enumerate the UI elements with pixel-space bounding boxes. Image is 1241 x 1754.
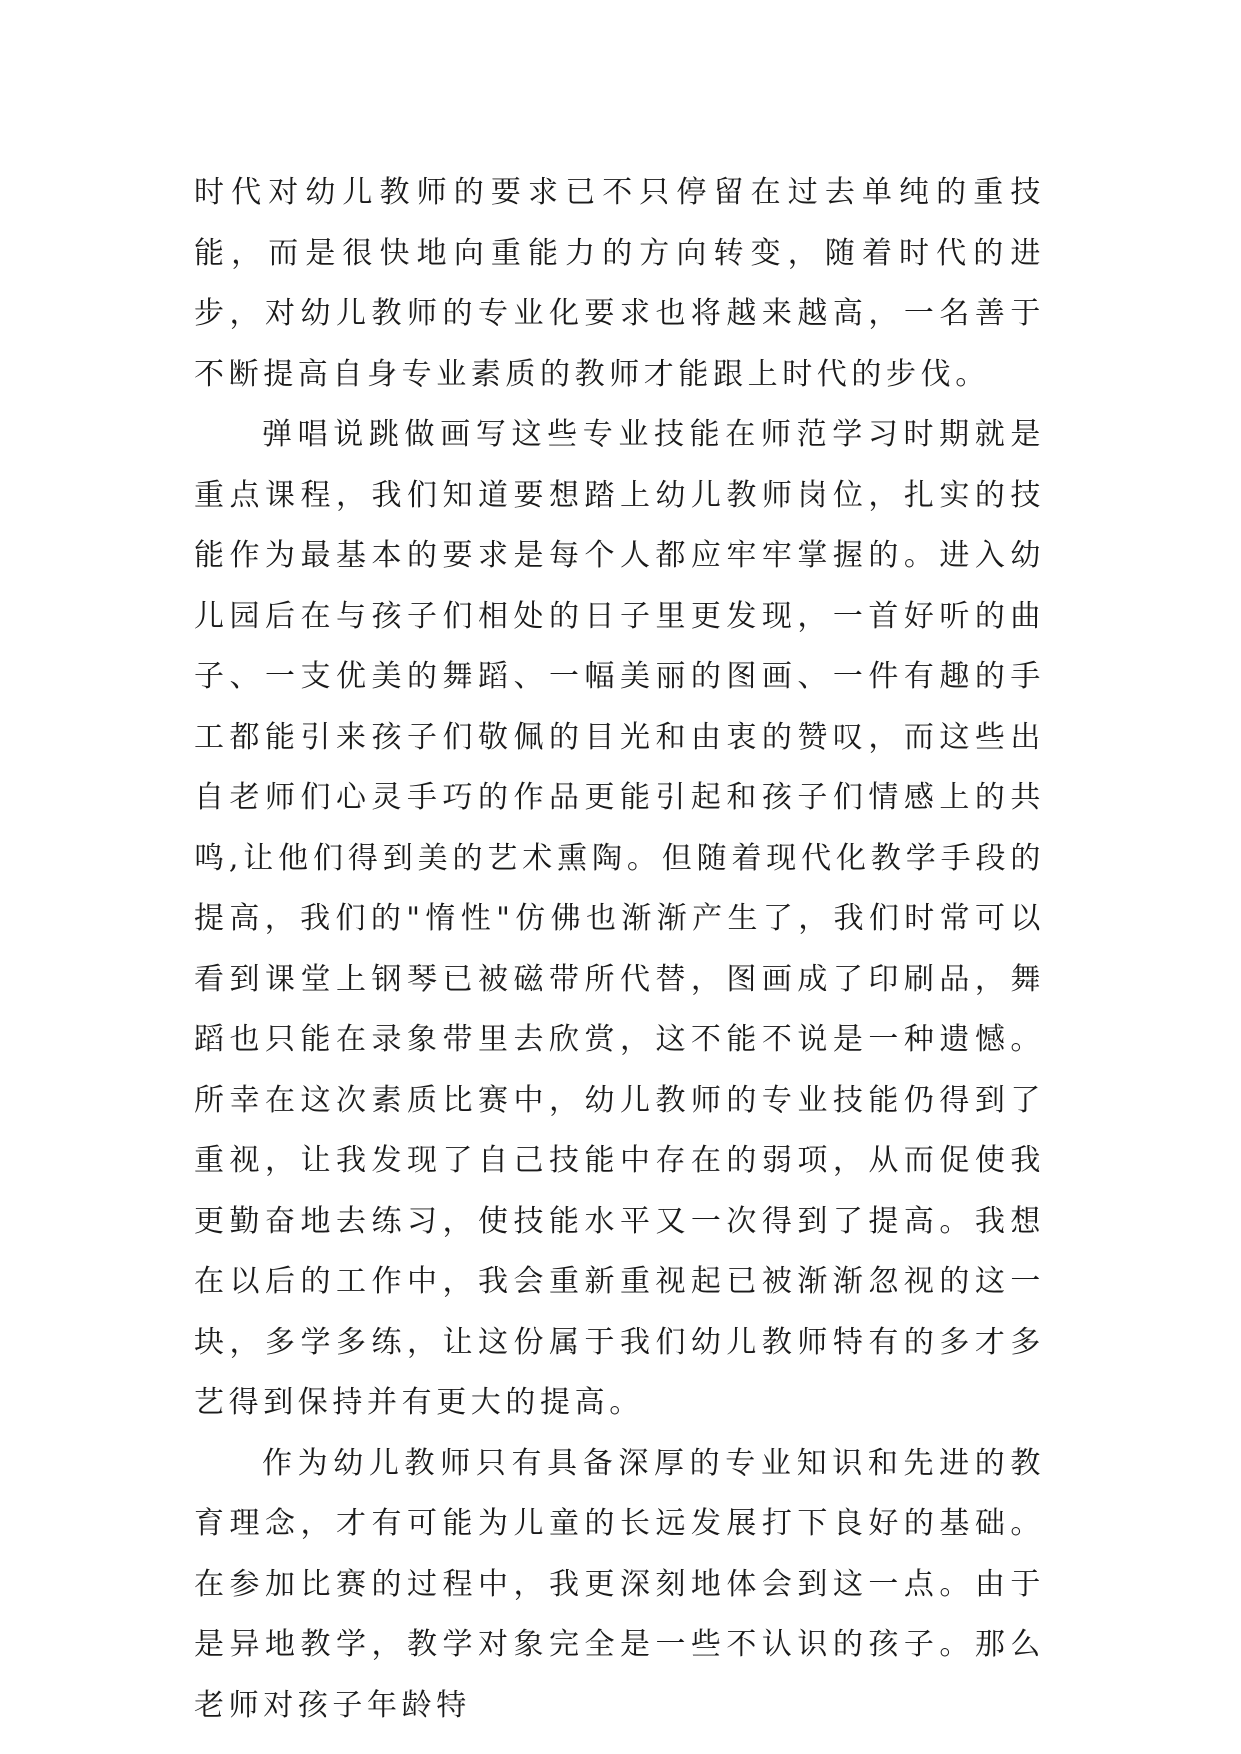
paragraph-2: 弹唱说跳做画写这些专业技能在师范学习时期就是重点课程，我们知道要想踏上幼儿教师岗位，扎实的技能作为最基本的要求是每个人都应牢牢掌握的。进入幼儿园后在与孩子们相处的日子里更发现，一首好听的曲子、一支优美的舞蹈、一幅美丽的图画、一件有趣的手工都能引来孩子们敬佩的目光和由衷的赞叹，而这些出自老师们心灵手巧的作品更能引起和孩子们情感上的共鸣,让他们得到美的艺术熏陶。但随着现代化教学手段的提高，我们的"惰性"仿佛也渐渐产生了，我们时常可以看到课堂上钢琴已被磁带所代替，图画成了印刷品，舞蹈也只能在录象带里去欣赏，这不能不说是一种遗憾。所幸在这次素质比赛中，幼儿教师的专业技能仍得到了重视，让我发现了自己技能中存在的弱项，从而促使我更勤奋地去练习，使技能水平又一次得到了提高。我想在以后的工作中，我会重新重视起已被渐渐忽视的这一块，多学多练，让这份属于我们幼儿教师特有的多才多艺得到保持并有更大的提高。 [194,417,1045,1420]
document-body [194,163,1045,1736]
paragraph-3: 作为幼儿教师只有具备深厚的专业知识和先进的教育理念，才有可能为儿童的长远发展打下良好的基础。在参加比赛的过程中，我更深刻地体会到这一点。由于是异地教学，教学对象完全是一些不认识的孩子。那么老师对孩子年龄特 [194,1445,1045,1723]
paragraph-1: 时代对幼儿教师的要求已不只停留在过去单纯的重技能，而是很快地向重能力的方向转变，随着时代的进步，对幼儿教师的专业化要求也将越来越高，一名善于不断提高自身专业素质的教师才能跟上时代的步伐。 [194,175,1045,392]
